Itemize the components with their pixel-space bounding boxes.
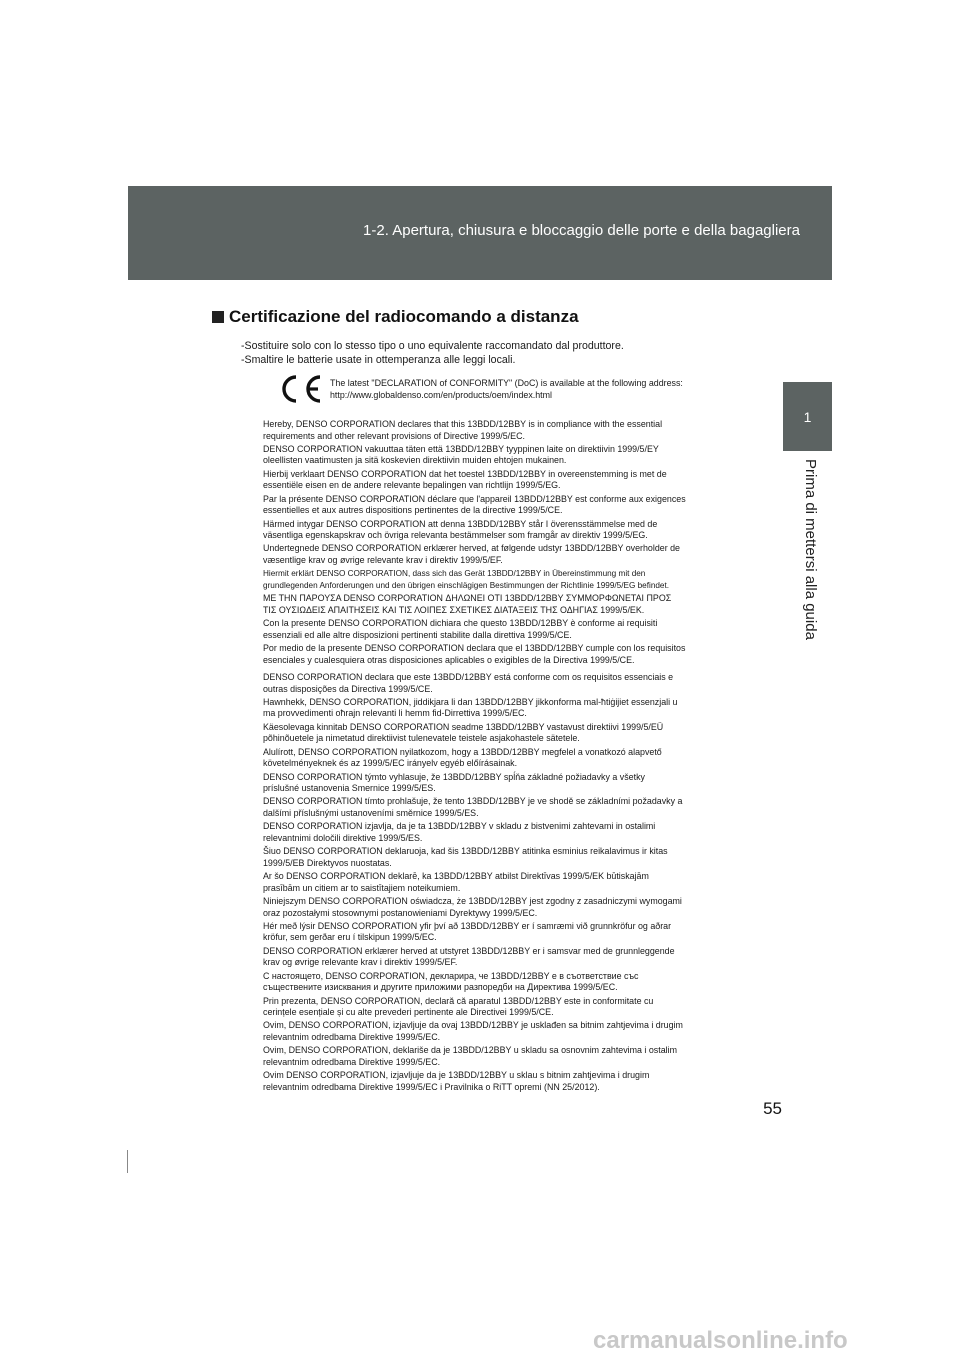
note-line: -Sostituire solo con lo stesso tipo o uno equivalente raccomandato dal produttore. [241,340,624,352]
declaration-line: DENSO CORPORATION declara que este 13BDD/12BBY está conforme com os requisitos essenciais e [263,672,674,683]
declaration-paragraph [263,921,711,944]
declaration-paragraph [263,568,711,591]
declaration-line: Ar šo DENSO CORPORATION deklarē, ka 13BDD/12BBY atbilst Direktīvas 1999/5/EK būtiskajām [263,871,649,882]
declaration-line: väsentliga egenskapskrav och övriga relevanta bestämmelser som framgår av direktiv 1999/5/EG. [263,530,648,541]
declaration-line: DENSO CORPORATION týmto vyhlasuje, že 13BDD/12BBY spĺňa základné požiadavky a všetky [263,771,645,782]
declaration-paragraph [263,796,711,819]
declaration-paragraph [263,543,711,566]
declaration-paragraph [263,1020,711,1043]
ce-mark-icon [276,374,324,404]
chapter-tab [783,382,832,451]
declaration-line: Hawnhekk, DENSO CORPORATION, jiddikjara li dan 13BDD/12BBY jikkonforma mal-ħtiġijiet essenzjali u [263,696,678,707]
declaration-line: DENSO CORPORATION vakuuttaa täten että 13BDD/12BBY tyyppinen laite on direktiivin 1999/5/EY [263,443,659,454]
declaration-paragraph [263,672,711,695]
declaration-line: relevantnim odredbama Direktive 1999/5/EC i Pravilnika o RiTT opremi (NN 25/2012). [263,1081,600,1092]
declaration-line: esenciales y cualesquiera otras disposiciones aplicables o exigibles de la Directiva 1999/5/CE. [263,654,635,665]
declaration-line: relevantnimi določili direktive 1999/5/ES. [263,832,423,843]
declaration-line: Käesolevaga kinnitab DENSO CORPORATION seadme 13BDD/12BBY vastavust direktiivi 1999/5/EÜ [263,721,664,732]
declaration-line: oleellisten vaatimusten ja sitä koskevien direktiivin muiden ehtojen mukainen. [263,455,567,466]
declaration-paragraph [263,593,711,616]
declaration-paragraph [263,444,711,467]
chapter-header-bar [128,186,832,280]
declaration-line: Prin prezenta, DENSO CORPORATION, declară că aparatul 13BDD/12BBY este in conformitate cu [263,995,654,1006]
declaration-line: krav og øvrige relevante krav i direktiv 1999/5/EF. [263,957,458,968]
declaration-paragraph [263,996,711,1019]
declaration-paragraph [263,469,711,492]
declaration-paragraph [263,643,711,666]
square-bullet-icon [212,311,224,323]
page-number: 55 [763,1099,782,1118]
declaration-line: essentielles et aux autres dispositions pertinentes de la directive 1999/5/CE. [263,505,563,516]
doc-notice [330,378,710,401]
declaration-line: Con la presente DENSO CORPORATION dichiara che questo 13BDD/12BBY è conforme ai requisiti [263,618,658,629]
declaration-line: Ovim DENSO CORPORATION, izjavljuje da je 13BDD/12BBY u sklau s bitnim zahtjevima i drugim [263,1070,650,1081]
watermark: carmanualsonline.info [593,1327,848,1354]
section-title-text: Certificazione del radiocomando a distanza [229,307,579,326]
declaration-line: requirements and other relevant provisions of Directive 1999/5/EC. [263,430,525,441]
declaration-paragraph [263,1070,711,1093]
declaration-line: Par la présente DENSO CORPORATION déclare que l'appareil 13BDD/12BBY est conforme aux exigences [263,493,686,504]
chapter-tab-number: 1 [803,408,812,425]
declaration-line: съществените изисквания и другите приложими разпоредби на Директива 1999/5/EC. [263,982,618,993]
declaration-line: Ovim, DENSO CORPORATION, izjavljuje da ovaj 13BDD/12BBY je usklađen sa bitnim zahtjevima i drugim [263,1020,683,1031]
declaration-line: Hér með lýsir DENSO CORPORATION yfir því að 13BDD/12BBY er í samræmi við grunnkröfur og aðrar [263,920,672,931]
declaration-line: Hiermit erklärt DENSO CORPORATION, dass sich das Gerät 13BDD/12BBY in Übereinstimmung mit den [263,569,646,579]
declaration-line: követelményeknek és az 1999/5/EC irányelv egyéb előírásainak. [263,758,518,769]
declaration-line: dalšími příslušnými ustanoveními směrnice 1999/5/ES. [263,807,479,818]
section-title [212,307,772,327]
declaration-line: С настоящето, DENSO CORPORATION, декларира, че 13BDD/12BBY е в съответствие със [263,970,639,981]
declaration-line: cerințele esențiale și cu alte prevederi pertinente ale Directivei 1999/5/CE. [263,1007,554,1018]
doc-url: http://www.globaldenso.com/en/products/oem/index.html [330,389,552,400]
chapter-title: 1-2. Apertura, chiusura e bloccaggio delle porte e della bagagliera [363,222,800,239]
declaration-paragraph [263,494,711,517]
declaration-line: væsentlige krav og øvrige relevante krav i direktiv 1999/5/EF. [263,554,503,565]
battery-notes [241,340,761,367]
declaration-paragraph [263,697,711,720]
chapter-side-label: Prima di mettersi alla guida [802,459,819,640]
declaration-paragraph [263,772,711,795]
declaration-paragraph [263,896,711,919]
crop-mark [127,1150,128,1173]
declaration-paragraph [263,846,711,869]
declaration-paragraph [263,871,711,894]
declaration-line: grundlegenden Anforderungen und den übrigen einschlägigen Bestimmungen der Richtlinie 1999/5/EG befindet. [263,580,670,590]
declaration-line: prasībām un citiem ar to saistītajiem noteikumiem. [263,882,461,893]
note-line: -Smaltire le batterie usate in ottemperanza alle leggi locali. [241,353,516,366]
declaration-paragraph [263,519,711,542]
declarations-list [263,419,711,1095]
declaration-line: príslušné ustanovenia Smernice 1999/5/ES. [263,783,436,794]
declaration-paragraph [263,722,711,745]
declaration-line: Alulírott, DENSO CORPORATION nyilatkozom, hogy a 13BDD/12BBY megfelel a vonatkozó alapvető [263,746,662,757]
declaration-line: relevantnim odredbama Direktive 1999/5/EC. [263,1031,441,1042]
declaration-paragraph [263,971,711,994]
declaration-paragraph [263,946,711,969]
declaration-line: Niniejszym DENSO CORPORATION oświadcza, że 13BDD/12BBY jest zgodny z zasadniczymi wymogami [263,896,682,907]
declaration-line: ma provvedimenti oħrajn relevanti li hemm fid-Dirrettiva 1999/5/EC. [263,708,527,719]
declaration-paragraph [263,747,711,770]
declaration-line: outras disposições da Directiva 1999/5/CE. [263,683,433,694]
declaration-line: relevantnim odredbama Direktive 1999/5/EC. [263,1056,441,1067]
declaration-line: Šiuo DENSO CORPORATION deklaruoja, kad šis 13BDD/12BBY atitinka esminius reikalavimus ir kitas [263,846,668,857]
declaration-line: põhinõuetele ja nimetatud direktiivist tulenevatele teistele asjakohastele sätetele. [263,733,580,744]
declaration-line: oraz pozostałymi stosownymi postanowieniami Dyrektywy 1999/5/EC. [263,907,538,918]
declaration-line: Hereby, DENSO CORPORATION declares that this 13BDD/12BBY is in compliance with the essential [263,419,663,429]
declaration-line: Por medio de la presente DENSO CORPORATION declara que el 13BDD/12BBY cumple con los requisitos [263,643,686,654]
declaration-paragraph [263,1045,711,1068]
declaration-line: Hierbij verklaart DENSO CORPORATION dat het toestel 13BDD/12BBY in overeenstemming is met de [263,468,667,479]
declaration-line: Härmed intygar DENSO CORPORATION att denna 13BDD/12BBY står I överensstämmelse med de [263,518,658,529]
declaration-line: 1999/5/EB Direktyvos nuostatas. [263,857,392,868]
declaration-line: essentiële eisen en de andere relevante bepalingen van richtlijn 1999/5/EG. [263,480,561,491]
declaration-line: DENSO CORPORATION tímto prohlašuje, že tento 13BDD/12BBY je ve shodě se základními požadavky a [263,796,683,807]
doc-notice-line: The latest "DECLARATION of CONFORMITY" (DoC) is available at the following address: [330,378,683,388]
declaration-line: ΤΙΣ ΟΥΣΙΩΔΕΙΣ ΑΠΑΙΤΗΣΕΙΣ ΚΑΙ ΤΙΣ ΛΟΙΠΕΣ ΣΧΕΤΙΚΕΣ ΔΙΑΤΑΞΕΙΣ ΤΗΣ ΟΔΗΓΙΑΣ 1999/5/ΕΚ. [263,604,645,615]
declaration-line: Undertegnede DENSO CORPORATION erklærer herved, at følgende udstyr 13BDD/12BBY overholder de [263,543,680,554]
declaration-line: DENSO CORPORATION erklærer herved at utstyret 13BDD/12BBY er i samsvar med de grunnleggende [263,945,675,956]
declaration-paragraph [263,419,711,442]
declaration-line: ΜΕ ΤΗΝ ΠΑΡΟΥΣΑ DENSO CORPORATION ΔΗΛΩΝΕΙ ΟΤΙ 13BDD/12BBY ΣΥΜΜΟΡΦΩΝΕΤΑΙ ΠΡΟΣ [263,593,672,604]
declaration-paragraph [263,821,711,844]
declaration-line: DENSO CORPORATION izjavlja, da je ta 13BDD/12BBY v skladu z bistvenimi zahtevami in ostalimi [263,821,656,832]
declaration-line: kröfur, sem gerðar eru í tilskipun 1999/5/EC. [263,932,437,943]
declaration-line: Ovim, DENSO CORPORATION, deklariše da je 13BDD/12BBY u skladu sa osnovnim zahtevima i ostalim [263,1045,677,1056]
declaration-paragraph [263,618,711,641]
declaration-line: essenziali ed alle altre disposizioni pertinenti stabilite dalla direttiva 1999/5/CE. [263,629,572,640]
